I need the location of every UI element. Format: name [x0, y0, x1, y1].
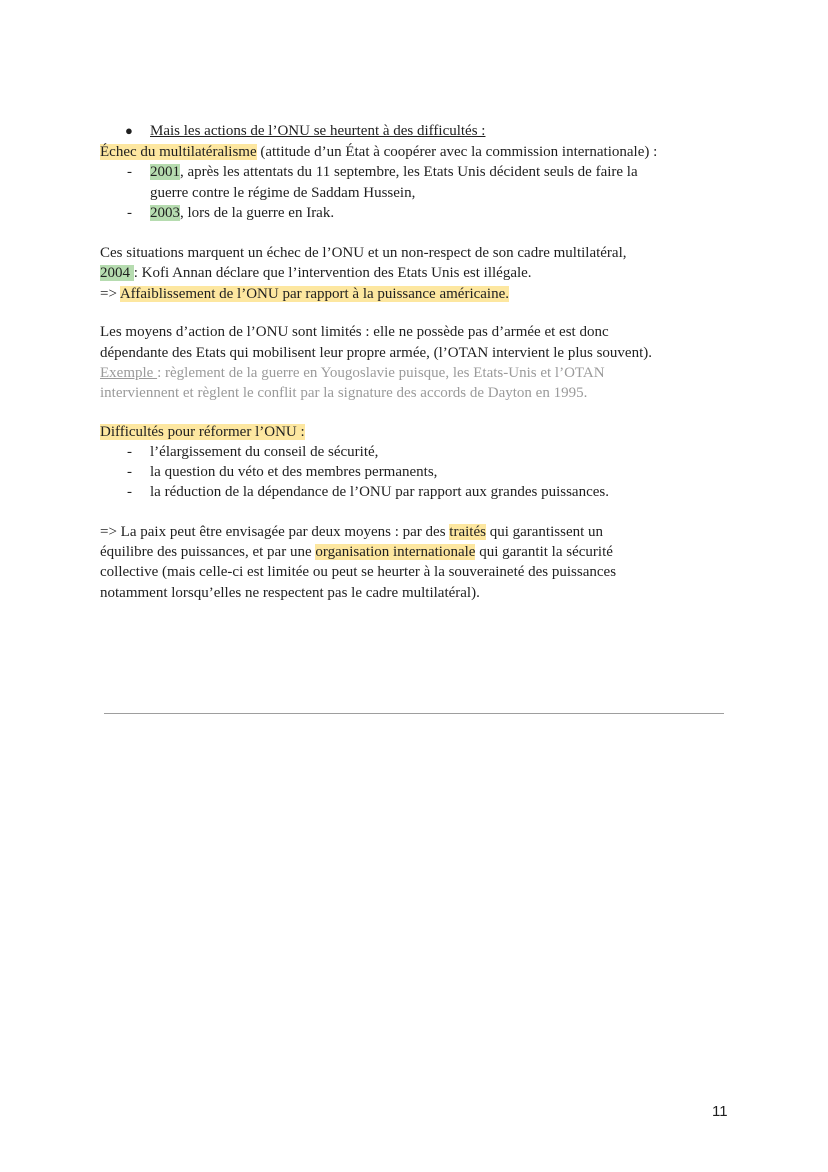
peace-line	[100, 542, 613, 562]
list-dash: -	[127, 444, 132, 460]
peace-text: => La paix peut être envisagée par deux moyens : par des	[100, 524, 450, 540]
peace-line	[100, 522, 603, 542]
multilateralism-definition: (attitude d’un État à coopérer avec la commission internationale) :	[256, 144, 658, 160]
peace-text: équilibre des puissances, et par une	[100, 544, 316, 560]
list-item: la réduction de la dépendance de l’ONU par rapport aux grandes puissances.	[150, 484, 609, 500]
list-dash: -	[127, 464, 132, 480]
paragraph-line: Ces situations marquent un échec de l’ONU et un non-respect de son cadre multilatéral,	[100, 245, 627, 261]
example-line: interviennent et règlent le conflit par la signature des accords de Dayton en 1995.	[100, 385, 588, 401]
reform-heading-line	[100, 422, 305, 442]
peace-line: collective (mais celle-ci est limitée ou peut se heurter à la souveraineté des puissances	[100, 564, 617, 580]
year-highlight: 2004	[100, 265, 134, 281]
multilateralism-term: Échec du multilatéralisme	[100, 144, 257, 160]
list-item: l’élargissement du conseil de sécurité,	[150, 444, 379, 460]
list-dash: -	[127, 484, 132, 500]
list-item-text: , après les attentats du 11 septembre, les Etats Unis décident seuls de faire la	[180, 164, 638, 180]
example-line	[100, 363, 605, 383]
horizontal-divider	[104, 713, 724, 714]
bullet-marker: ●	[125, 123, 133, 138]
example-text: : règlement de la guerre en Yougoslavie puisque, les Etats-Unis et l’OTAN	[157, 365, 605, 381]
list-item: la question du véto et des membres permanents,	[150, 464, 438, 480]
list-dash: -	[127, 205, 132, 221]
conclusion-line	[100, 284, 509, 304]
reform-heading: Difficultés pour réformer l’ONU :	[100, 424, 305, 440]
year-highlight: 2003	[150, 205, 180, 221]
list-item-2003	[150, 203, 334, 223]
list-item-2001	[150, 162, 638, 182]
example-label: Exemple	[100, 365, 158, 381]
organisation-highlight: organisation internationale	[315, 544, 476, 560]
paragraph-line: Les moyens d’action de l’ONU sont limités : elle ne possède pas d’armée et est donc	[100, 324, 609, 340]
year-highlight: 2001	[150, 164, 180, 180]
conclusion-highlight: Affaiblissement de l’ONU par rapport à la puissance américaine.	[119, 286, 510, 302]
peace-text: qui garantissent un	[485, 524, 604, 540]
section-heading: Mais les actions de l’ONU se heurtent à des difficultés :	[150, 123, 486, 139]
treaties-highlight: traités	[449, 524, 486, 540]
multilateralism-line	[100, 142, 657, 162]
list-dash: -	[127, 164, 132, 180]
page-number: 11	[712, 1103, 728, 1120]
paragraph-text: : Kofi Annan déclare que l’intervention des Etats Unis est illégale.	[133, 265, 532, 281]
paragraph-line: dépendante des Etats qui mobilisent leur propre armée, (l’OTAN intervient le plus souvent).	[100, 345, 652, 361]
peace-text: qui garantit la sécurité	[475, 544, 613, 560]
peace-line: notamment lorsqu’elles ne respectent pas le cadre multilatéral).	[100, 585, 480, 601]
arrow-text: =>	[100, 286, 120, 302]
list-item-text: , lors de la guerre en Irak.	[180, 205, 335, 221]
paragraph-line-2004	[100, 263, 532, 283]
list-item-continuation: guerre contre le régime de Saddam Hussein,	[150, 185, 416, 201]
